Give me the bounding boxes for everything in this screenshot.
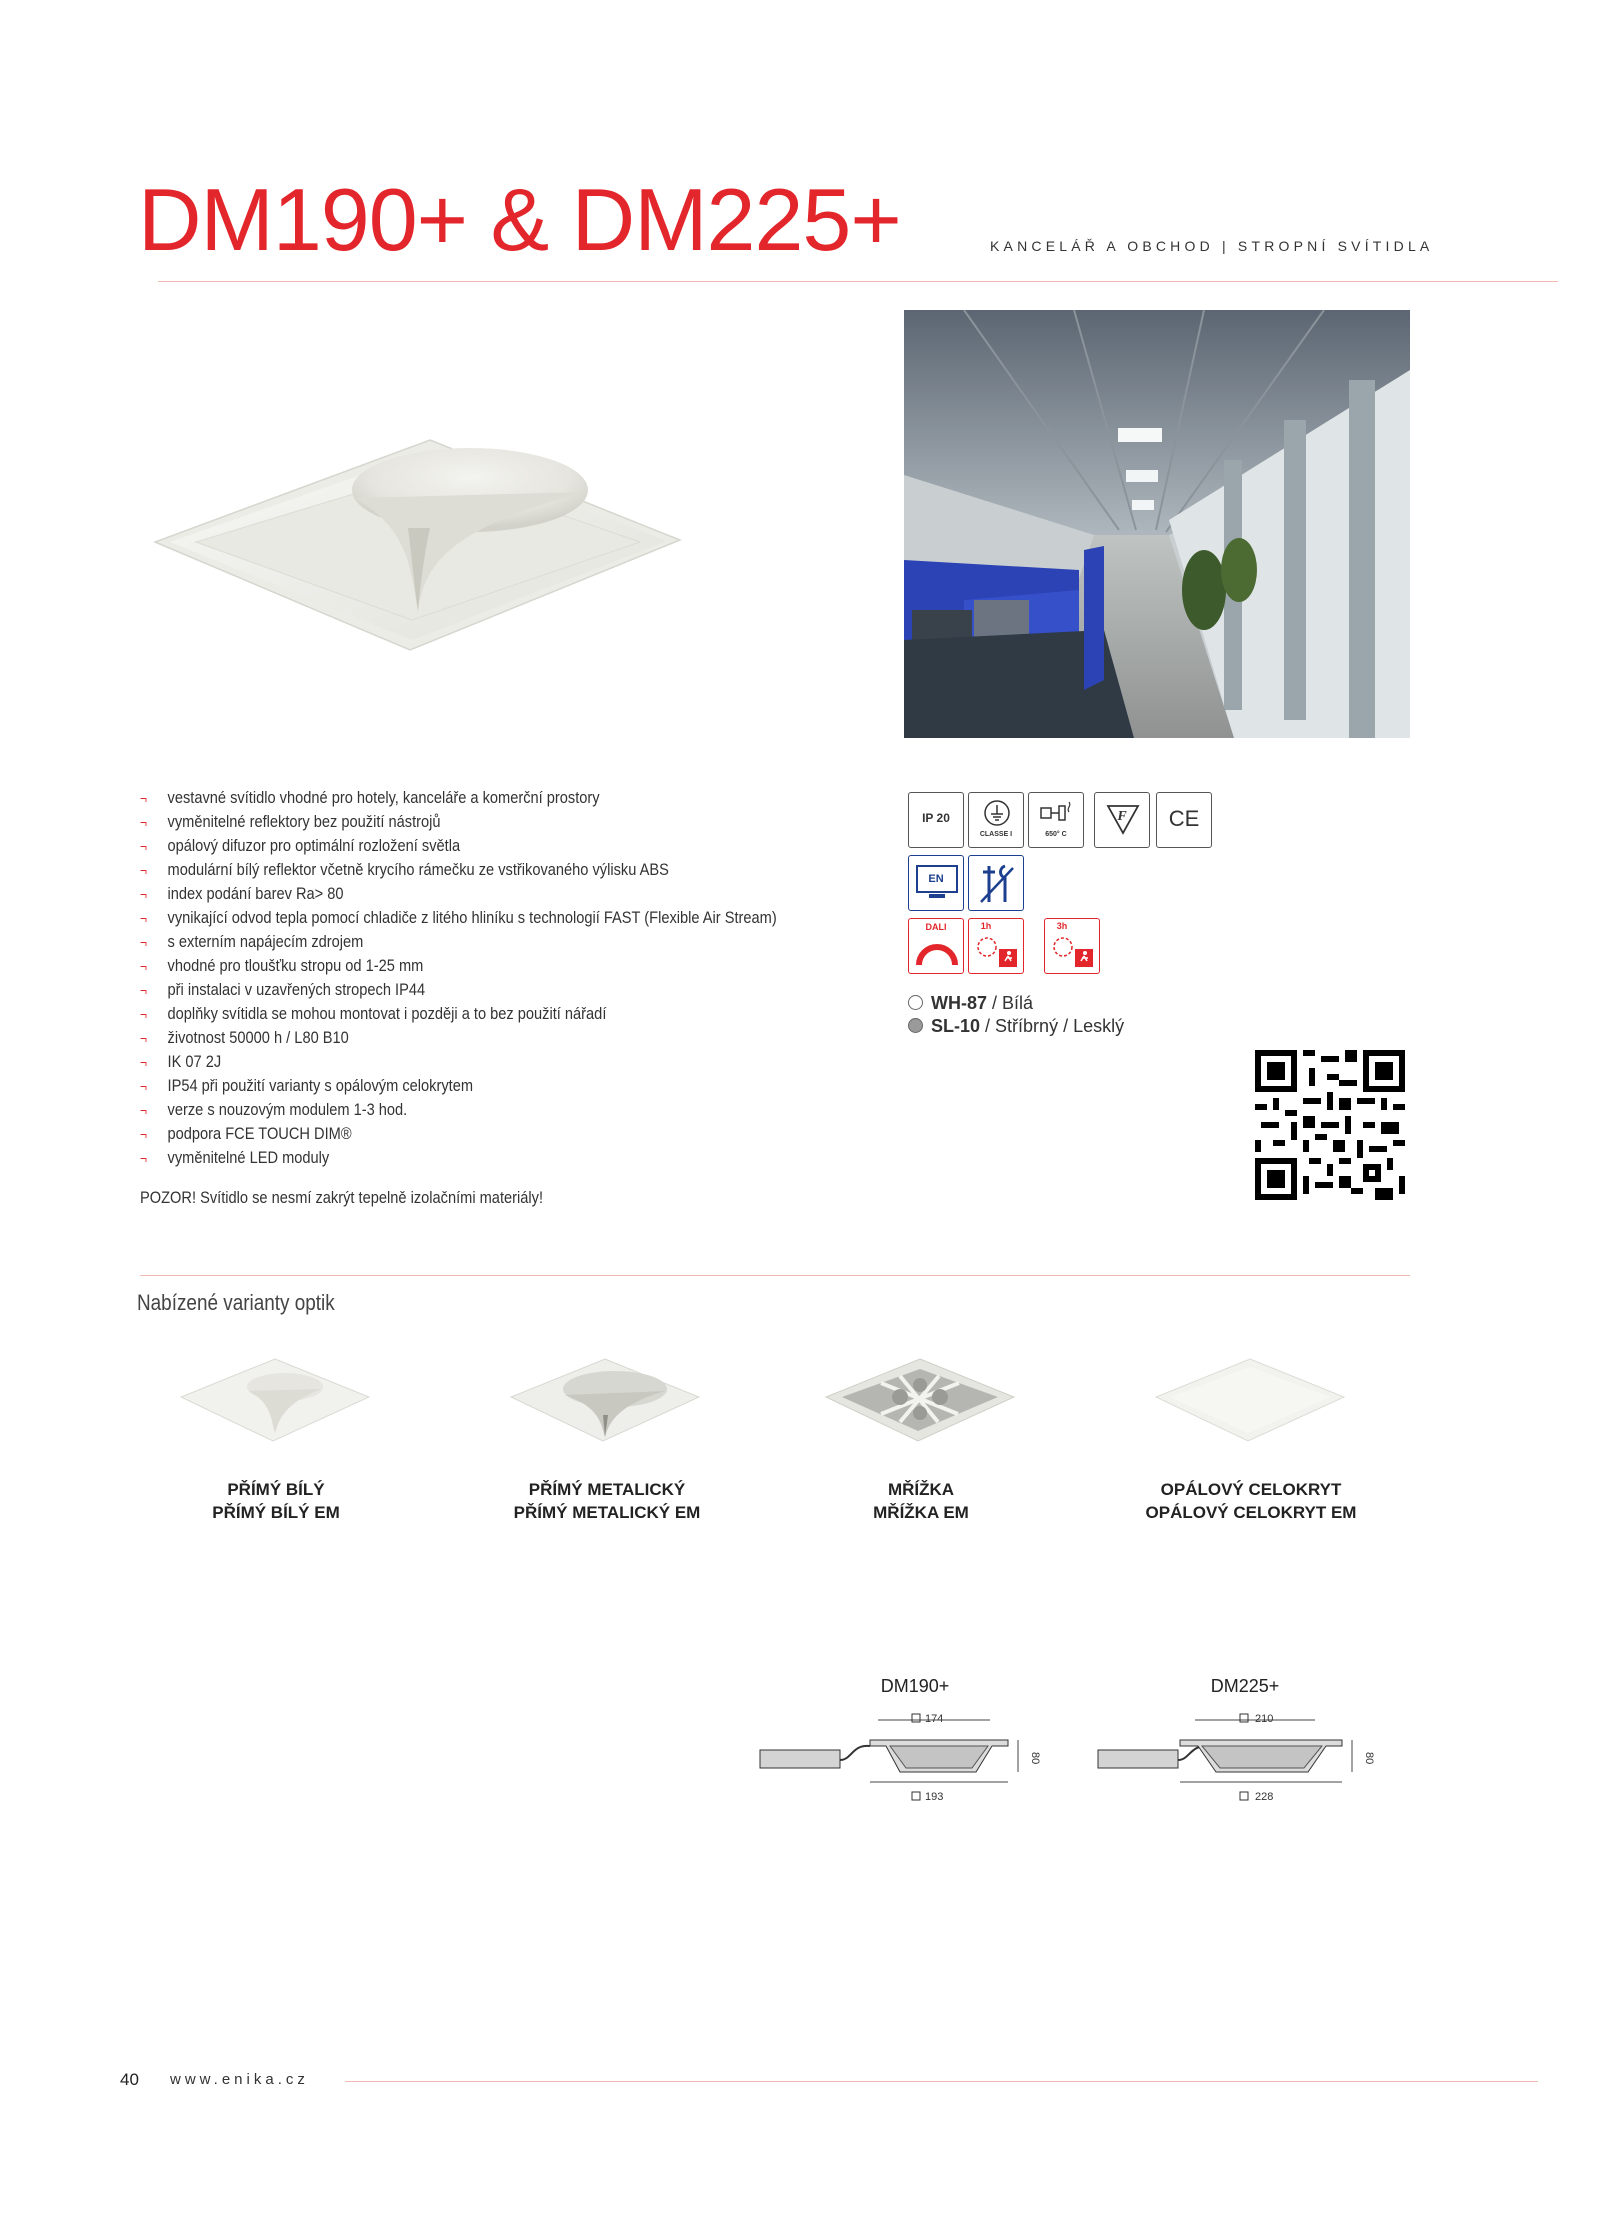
color-name: Bílá [1002, 993, 1034, 1013]
tools-icon [977, 862, 1017, 906]
cable-line [840, 1746, 870, 1760]
color-variant-white: WH-87 / Bílá [908, 993, 1033, 1014]
bullet-icon: ¬ [140, 1078, 148, 1094]
feature-item [140, 954, 742, 978]
feature-item [140, 810, 742, 834]
dimension-height-label: 80 [1363, 1752, 1375, 1765]
feature-item [140, 786, 742, 810]
feature-text: opálový difuzor pro optimální rozložení světla [167, 836, 461, 855]
optic-name-em: MŘÍŽKA EM [873, 1503, 969, 1522]
dali-label: DALI [925, 922, 947, 932]
feature-item [140, 978, 742, 1002]
feature-item [140, 1074, 742, 1098]
optic-name-em: OPÁLOVÝ CELOKRYT EM [1145, 1503, 1357, 1522]
bullet-icon: ¬ [140, 982, 148, 998]
office-photo [904, 310, 1410, 738]
product-title: DM190+ & DM225+ [138, 170, 901, 269]
feature-text: IP54 při použití varianty s opálovým celokrytem [167, 1076, 474, 1095]
bullet-icon: ¬ [140, 1126, 148, 1142]
color-name: Stříbrný / Lesklý [995, 1016, 1125, 1036]
square-icon [912, 1792, 920, 1800]
driver-box [760, 1750, 840, 1768]
emergency-3h-label: 3h [1056, 921, 1068, 931]
bullet-icon: ¬ [140, 838, 148, 854]
square-icon [1240, 1714, 1248, 1722]
feature-text: IK 07 2J [167, 1052, 222, 1071]
emergency-1h-icon [968, 918, 1024, 974]
dimension-top-label: 174 [925, 1713, 944, 1725]
glow-wire-label: 650° C [1045, 831, 1067, 838]
exit-runner-icon [973, 931, 1021, 971]
feature-text: podpora FCE TOUCH DIM® [167, 1124, 352, 1143]
warning-text: POZOR! Svítidlo se nesmí zakrýt tepelně izolačními materiály! [140, 1188, 544, 1207]
feature-item [140, 930, 742, 954]
reflector-profile [890, 1746, 988, 1768]
feature-text: doplňky svítidla se mohou montovat i později a to bez použití nářadí [167, 1004, 607, 1023]
bullet-icon: ¬ [140, 1150, 148, 1166]
dimming-arc-icon [915, 935, 959, 969]
bullet-icon: ¬ [140, 814, 148, 830]
feature-text: vynikající odvod tepla pomocí chladiče z litého hliníku s technologií FAST (Flexible Air Stream) [167, 908, 777, 927]
feature-item [140, 1146, 742, 1170]
ce-label: CE [1168, 806, 1200, 831]
emergency-3h-icon [1044, 918, 1100, 974]
optic-name-em: PŘÍMÝ METALICKÝ EM [513, 1503, 701, 1522]
feature-text: verze s nouzovým modulem 1-3 hod. [167, 1100, 408, 1119]
bullet-icon: ¬ [140, 958, 148, 974]
feature-text: vestavné svítidlo vhodné pro hotely, kanceláře a komerční prostory [167, 788, 600, 807]
optics-divider [140, 1275, 1410, 1276]
optic-name: OPÁLOVÝ CELOKRYT [1160, 1480, 1342, 1499]
feature-item [140, 834, 742, 858]
optic-name: PŘÍMÝ BÍLÝ [227, 1480, 325, 1499]
dimension-drawings [740, 1660, 1400, 1840]
en-standard-icon [908, 855, 964, 911]
feature-text: vyměnitelné reflektory bez použití nástrojů [167, 812, 441, 831]
en-label: EN [928, 873, 944, 885]
product-category: KANCELÁŘ A OBCHOD | STROPNÍ SVÍTIDLA [990, 238, 1434, 254]
feature-text: životnost 50000 h / L80 B10 [167, 1028, 349, 1047]
class-label: CLASSE I [979, 831, 1013, 838]
feature-item [140, 882, 742, 906]
optic-label-white [146, 1478, 406, 1524]
website-link[interactable]: www.enika.cz [170, 2071, 309, 2088]
color-code: WH-87 [931, 993, 988, 1013]
feature-text: index podání barev Ra> 80 [167, 884, 344, 903]
color-variant-silver: SL-10 / Stříbrný / Lesklý [908, 1016, 1124, 1037]
optic-name: MŘÍŽKA [887, 1480, 955, 1499]
flame-rating-icon [1094, 792, 1150, 848]
dimension-model-label: DM225+ [1210, 1676, 1280, 1696]
optics-heading: Nabízené varianty optik [137, 1290, 335, 1315]
protection-class-icon [968, 792, 1024, 848]
bullet-icon: ¬ [140, 790, 148, 806]
bullet-icon: ¬ [140, 1006, 148, 1022]
feature-item [140, 1098, 742, 1122]
tool-free-icon [968, 855, 1024, 911]
feature-text: vhodné pro tloušťku stropu od 1-25 mm [167, 956, 424, 975]
glow-wire-symbol-icon [1039, 798, 1075, 828]
optic-image-opal [1150, 1355, 1350, 1445]
dimension-model-label: DM190+ [880, 1676, 950, 1696]
bullet-icon: ¬ [140, 934, 148, 950]
glow-wire-icon [1028, 792, 1084, 848]
bullet-icon: ¬ [140, 1102, 148, 1118]
qr-code[interactable] [1255, 1050, 1405, 1200]
feature-text: při instalaci v uzavřených stropech IP44 [167, 980, 426, 999]
reflector-profile [1202, 1746, 1322, 1768]
feature-text: vyměnitelné LED moduly [167, 1148, 330, 1167]
flame-letter: F [1117, 809, 1127, 824]
bullet-icon: ¬ [140, 886, 148, 902]
feature-item [140, 1050, 742, 1074]
ip20-icon [908, 792, 964, 848]
optic-image-grid [820, 1355, 1020, 1445]
feature-item [140, 1002, 742, 1026]
feature-item [140, 906, 777, 930]
header-divider [158, 281, 1558, 282]
driver-box [1098, 1750, 1178, 1768]
bullet-icon: ¬ [140, 1054, 148, 1070]
feature-item [140, 1122, 742, 1146]
square-icon [1240, 1792, 1248, 1800]
optic-name: PŘÍMÝ METALICKÝ [528, 1480, 686, 1499]
feature-text: s externím napájecím zdrojem [167, 932, 364, 951]
optic-label-metallic [477, 1478, 737, 1524]
swatch-white-icon [908, 995, 923, 1010]
optic-label-opal [1121, 1478, 1381, 1524]
feature-item [140, 858, 742, 882]
dimension-bottom-label: 193 [925, 1791, 944, 1803]
color-code: SL-10 [931, 1016, 981, 1036]
ce-mark-icon [1156, 792, 1212, 848]
emergency-1h-label: 1h [980, 921, 992, 931]
optic-label-grid [791, 1478, 1051, 1524]
optic-name-em: PŘÍMÝ BÍLÝ EM [212, 1503, 340, 1522]
dali-icon [908, 918, 964, 974]
swatch-silver-icon [908, 1018, 923, 1033]
dimension-top-label: 210 [1255, 1713, 1274, 1725]
page-number: 40 [120, 2070, 139, 2089]
bullet-icon: ¬ [140, 862, 148, 878]
feature-item [140, 1026, 742, 1050]
feature-list [140, 786, 840, 1170]
square-icon [912, 1714, 920, 1722]
exit-runner-icon [1049, 931, 1097, 971]
ground-icon [983, 799, 1011, 827]
bullet-icon: ¬ [140, 1030, 148, 1046]
dimension-bottom-label: 228 [1255, 1791, 1274, 1803]
footer-divider [345, 2081, 1538, 2082]
ip20-label: IP 20 [922, 811, 950, 825]
bullet-icon: ¬ [140, 910, 148, 926]
dimension-height-label: 80 [1029, 1752, 1041, 1765]
optic-image-metallic [505, 1355, 705, 1445]
feature-text: modulární bílý reflektor včetně krycího rámečku ze vstřikovaného výlisku ABS [167, 860, 669, 879]
optic-image-white [175, 1355, 375, 1445]
product-image [140, 420, 700, 660]
